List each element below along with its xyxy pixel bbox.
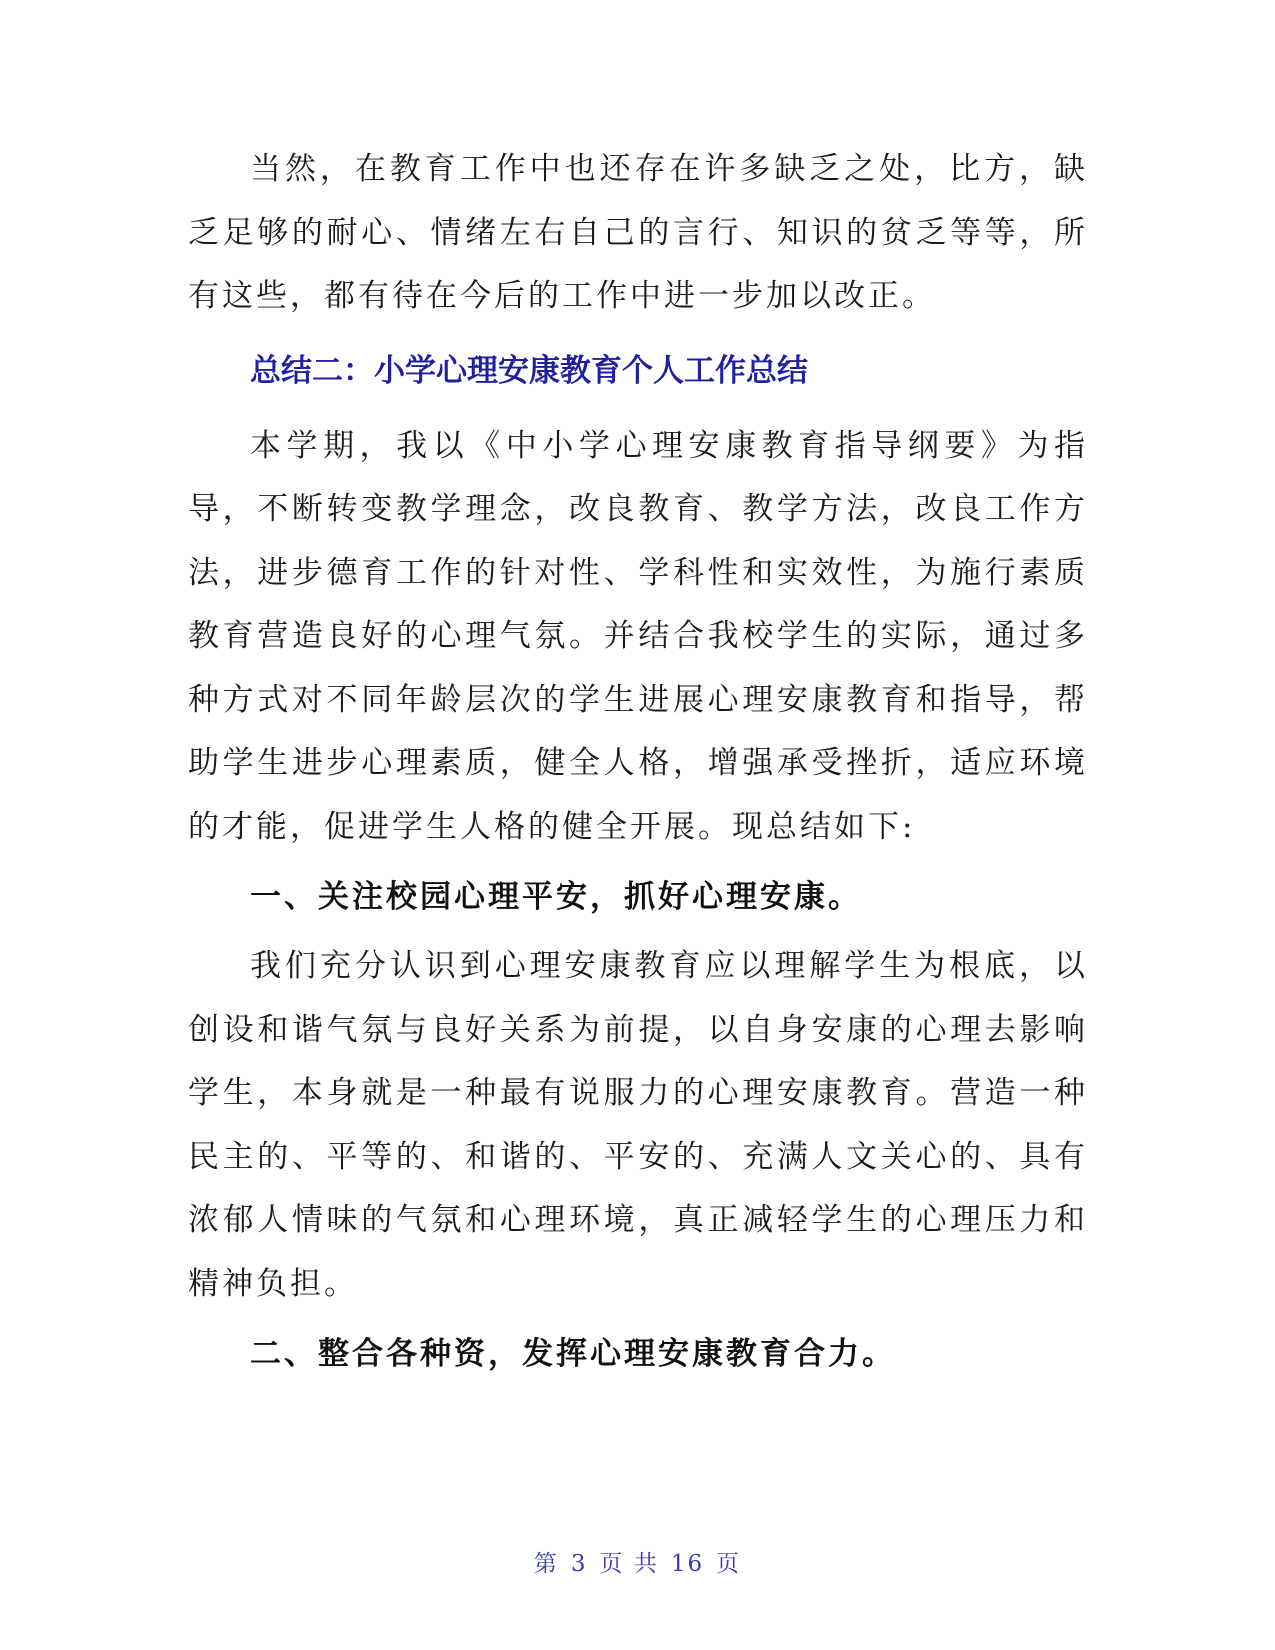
paragraph-introduction: 本学期，我以《中小学心理安康教育指导纲要》为指导，不断转变教学理念，改良教育、教学方法，改良工作方法，进步德育工作的针对性、学科性和实效性，为施行素质教育营造良好的心理气氛。并结合我校学生的实际，通过多种方式对不同年龄层次的学生进展心理安康教育和指导，帮助学生进步心理素质，健全人格，增强承受挫折，适应环境的才能，促进学生人格的健全开展。现总结如下: (188, 427, 1088, 845)
footer-middle: 页 共 (599, 1551, 659, 1577)
footer-prefix: 第 (533, 1551, 559, 1577)
page-footer (0, 1545, 1275, 1578)
page-content (188, 138, 1088, 1392)
paragraph-shortcomings: 当然，在教育工作中也还存在许多缺乏之处，比方，缺乏足够的耐心、情绪左右自己的言行、知识的贫乏等等，所有这些，都有待在今后的工作中进一步加以改正。 (188, 151, 1088, 314)
subheading-one: 一、关注校园心理平安，抓好心理安康。 (250, 879, 862, 915)
footer-total-pages: 16 (670, 1551, 705, 1577)
paragraph-campus-mental-health: 我们充分认识到心理安康教育应以理解学生为根底，以创设和谐气氛与良好关系为前提，以自身安康的心理去影响学生，本身就是一种最有说服力的心理安康教育。营造一种民主的、平等的、和谐的、平安的、充满人文关心的、具有浓郁人情味的气氛和心理环境，真正减轻学生的心理压力和精神负担。 (188, 948, 1088, 1302)
footer-current-page: 3 (570, 1551, 588, 1577)
section-title: 总结二：小学心理安康教育个人工作总结 (250, 352, 808, 389)
footer-suffix: 页 (716, 1551, 742, 1577)
subheading-two: 二、整合各种资，发挥心理安康教育合力。 (250, 1336, 896, 1372)
